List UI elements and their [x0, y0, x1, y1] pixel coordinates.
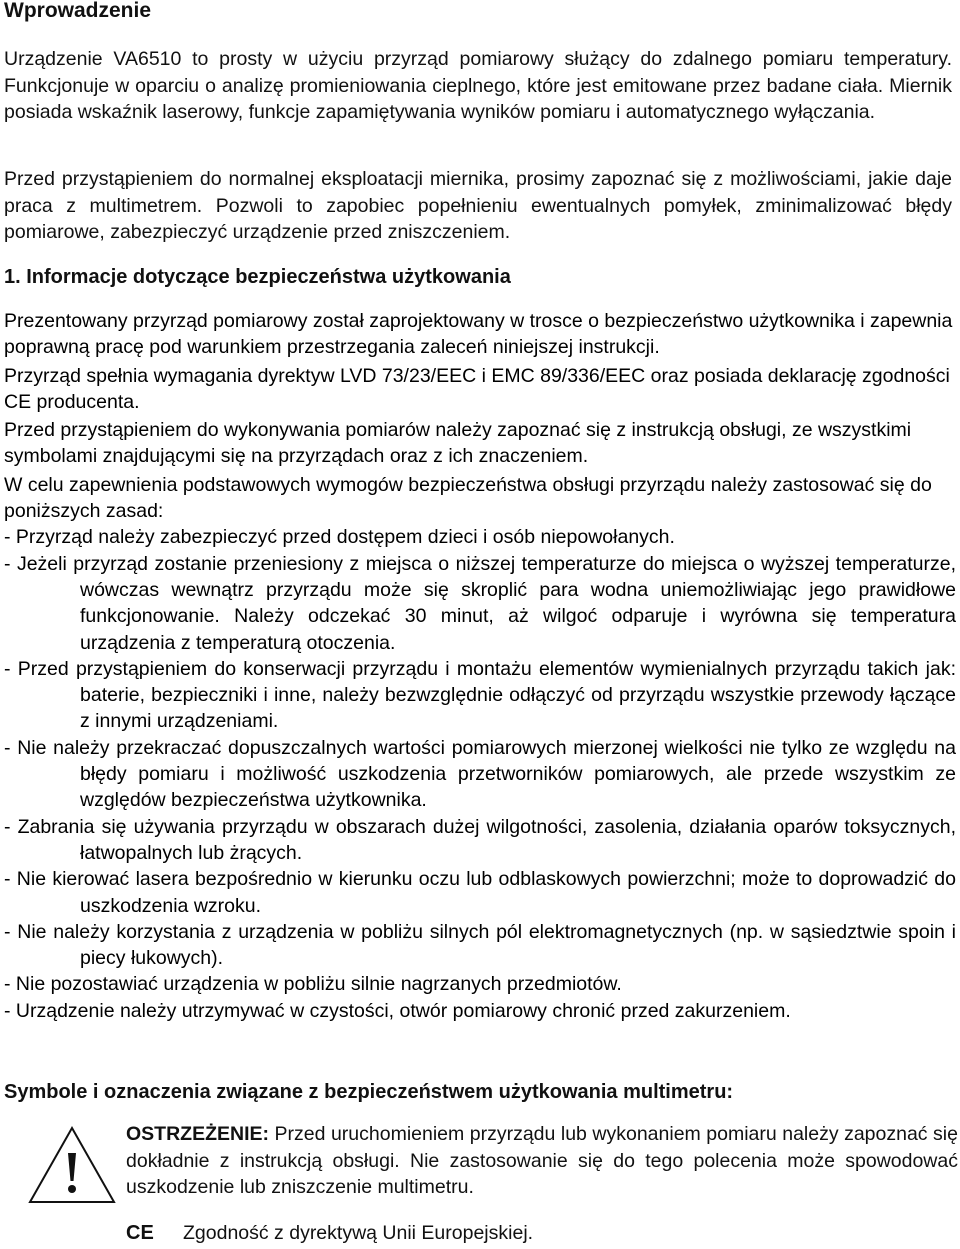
safety-rule-6: - Nie kierować lasera bezpośrednio w kierunku oczu lub odblaskowych powierzchni; może to doprowadzić do uszkodzenia wzroku. [4, 868, 956, 917]
warning-text-block [126, 1121, 958, 1201]
safety-p3: Przed przystąpieniem do wykonywania pomiarów należy zapoznać się z instrukcją obsługi, ze wszystkimi symbolami znajdującymi się na przyrządach oraz z ich znaczeniem. [4, 419, 912, 468]
warning-triangle-icon [27, 1125, 117, 1205]
intro-p2-text: Przed przystąpieniem do normalnej eksploatacji miernika, prosimy zapoznać się z możliwościami, jakie daje praca z multimetrem. Pozwoli to zapobiec popełnieniu ewentualnych pomyłek, zminimalizować błędy pomiarowe, zabezpieczyć urządzenie przed zniszczeniem. [4, 168, 952, 243]
safety-p4: W celu zapewnienia podstawowych wymogów bezpieczeństwa obsługi przyrządu należy zastosować się do poniższych zasad: [4, 473, 932, 523]
safety-rule-7: - Nie należy korzystania z urządzenia w pobliżu silnych pól elektromagnetycznych (np. w sąsiedztwie spoin i piecy łukowych). [4, 920, 956, 970]
safety-heading: 1. Informacje dotyczące bezpieczeństwa użytkowania [4, 266, 511, 288]
safety-rule-2: - Jeżeli przyrząd zostanie przeniesiony z miejsca o niższej temperaturze do miejsca o wyższej temperaturze, wówczas wewnątrz przyrządu może się skroplić para wodna uniemożliwiając jego prawidłowe funkcjonowanie. Należy odczekać 30 minut, aż wilgoć odparuje i wyrówna się temperatura urządzenia z temperaturą otoczenia. [4, 552, 956, 654]
intro-paragraph-2 [4, 166, 952, 246]
safety-p1: Prezentowany przyrząd pomiarowy został zaprojektowany w trosce o bezpieczeństwo użytkownika i zapewnia poprawną pracę pod warunkiem przestrzegania zaleceń niniejszej instrukcji. [4, 310, 953, 359]
warning-description: Przed uruchomieniem przyrządu lub wykonaniem pomiaru należy zapoznać się dokładnie z instrukcją obsługi. Nie zastosowanie się do tego polecenia może spowodować uszkodzenie lub zniszczenie multimetru. [126, 1123, 958, 1198]
symbols-heading: Symbole i oznaczenia związane z bezpieczeństwem użytkowania multimetru: [4, 1081, 734, 1103]
ce-mark: CE [126, 1222, 154, 1244]
intro-paragraph-1 [4, 46, 952, 126]
safety-rule-3: - Przed przystąpieniem do konserwacji przyrządu i montażu elementów wymienialnych przyrządu takich jak: baterie, bezpieczniki i inne, należy bezwzględnie odłączyć od przyrządu wszystkie przewody łączące z innymi urządzeniami. [4, 657, 956, 733]
intro-heading: Wprowadzenie [4, 0, 152, 22]
intro-p1-text: Urządzenie VA6510 to prosty w użyciu przyrząd pomiarowy służący do zdalnego pomiaru temperatury. Funkcjonuje w oparciu o analizę promieniowania cieplnego, które jest emitowane przez badane ciała. Miernik posiada wskaźnik laserowy, funkcje zapamiętywania wyników pomiaru i automatycznego wyłączania. [4, 48, 952, 123]
safety-rule-5: - Zabrania się używania przyrządu w obszarach dużej wilgotności, zasolenia, działania oparów toksycznych, łatwopalnych lub żrących. [4, 815, 956, 864]
safety-rule-9: - Urządzenie należy utrzymywać w czystości, otwór pomiarowy chronić przed zakurzeniem. [4, 999, 791, 1022]
safety-p2: Przyrząd spełnia wymagania dyrektyw LVD 73/23/EEC i EMC 89/336/EEC oraz posiada deklarację zgodności CE producenta. [4, 364, 950, 413]
safety-rule-1: - Przyrząd należy zabezpieczyć przed dostępem dzieci i osób niepowołanych. [4, 526, 675, 549]
safety-rule-4: - Nie należy przekraczać dopuszczalnych wartości pomiarowych mierzonej wielkości nie tylko ze względu na błędy pomiaru i możliwość uszkodzenia przetworników pomiarowych, ale przede wszystkim ze względów bezpieczeństwa użytkownika. [4, 736, 956, 812]
warning-label: OSTRZEŻENIE: [126, 1123, 270, 1145]
ce-description: Zgodność z dyrektywą Unii Europejskiej. [183, 1222, 534, 1244]
safety-rule-8: - Nie pozostawiać urządzenia w pobliżu silnie nagrzanych przedmiotów. [4, 973, 622, 996]
safety-body [4, 308, 956, 1024]
